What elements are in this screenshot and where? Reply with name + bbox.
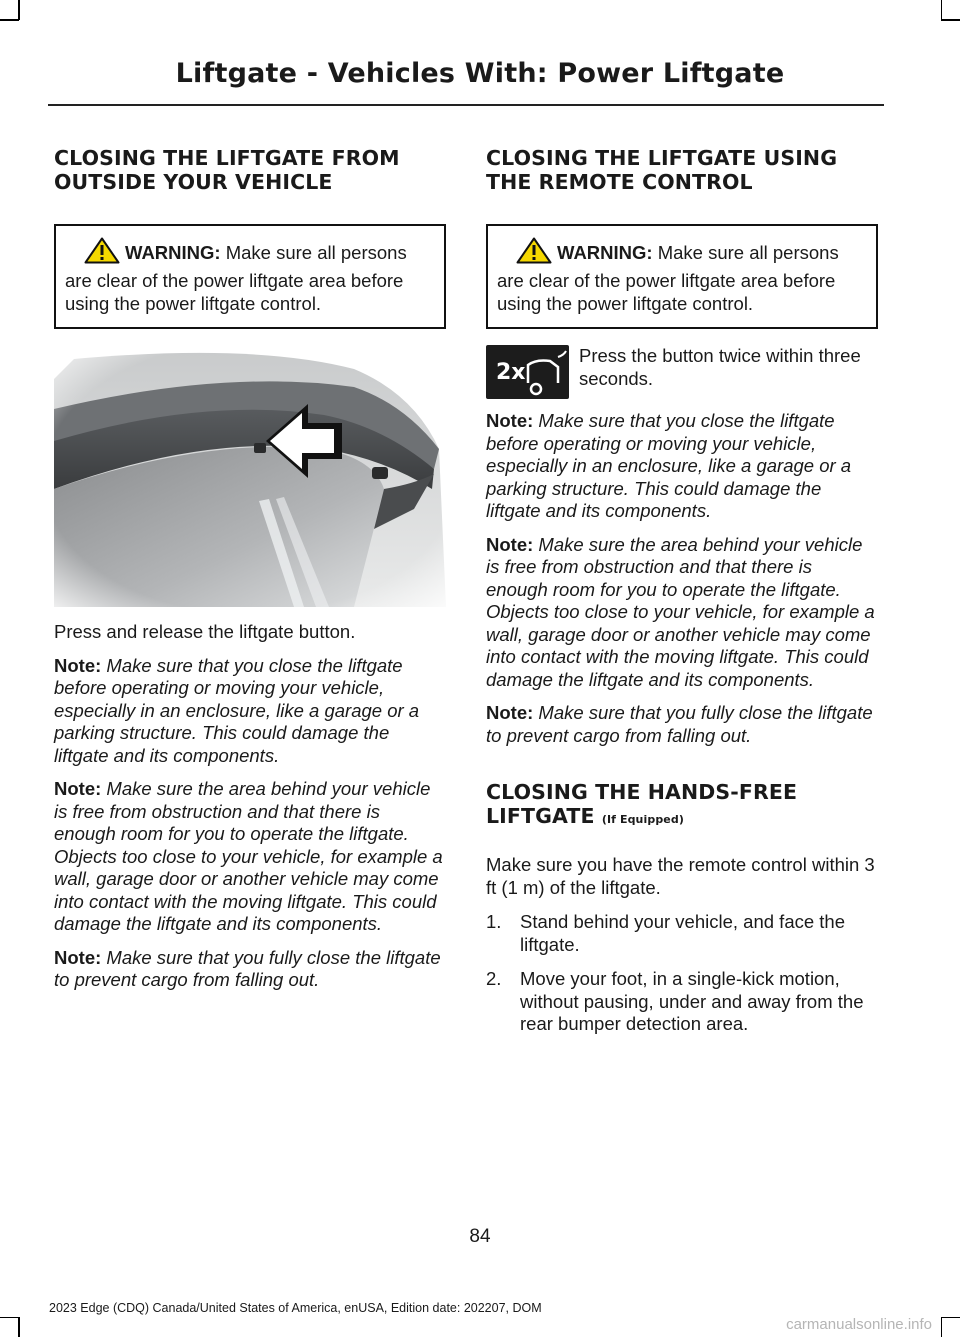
hands-free-intro: Make sure you have the remote control within 3 ft (1 m) of the liftgate. bbox=[486, 854, 875, 898]
crop-mark bbox=[941, 0, 943, 20]
list-item: 2. Move your foot, in a single-kick motion, without pausing, under and away from the rear bumper detection area. bbox=[486, 968, 864, 1034]
crop-mark bbox=[941, 19, 960, 21]
page-header-title: Liftgate - Vehicles With: Power Liftgate bbox=[175, 58, 785, 89]
warning-box bbox=[486, 224, 878, 329]
note-area-clear: Note: Make sure the area behind your vehicle is free from obstruction and that there is enough room for you to operate the liftgate. Objects too close to your vehicle, for example a wall, garage door or another vehicle may come into contact with the moving liftgate. This could damage the liftgate and its components. bbox=[486, 533, 875, 690]
crop-mark bbox=[941, 1317, 960, 1319]
warning-text: Make sure all persons are clear of the power liftgate area before using the power liftgate control. bbox=[65, 242, 407, 314]
remote-icon-label: 2x bbox=[496, 360, 526, 385]
equipment-qualifier: (If Equipped) bbox=[601, 813, 684, 826]
crop-mark bbox=[0, 1317, 19, 1319]
section-heading-hands-free: CLOSING THE HANDS-FREE LIFTGATE (If Equipped) bbox=[486, 780, 798, 828]
note-close-before-moving: Note: Make sure that you close the liftgate before operating or moving your vehicle, especially in an enclosure, like a garage or a parking structure. This could damage the liftgate and its components. bbox=[54, 654, 420, 766]
list-item: 1. Stand behind your vehicle, and face the liftgate. bbox=[486, 911, 846, 955]
instruction-text: Press and release the liftgate button. bbox=[54, 621, 356, 642]
watermark: carmanualsonline.info bbox=[786, 1316, 932, 1333]
section-heading-outside: CLOSING THE LIFTGATE FROM OUTSIDE YOUR VEHICLE bbox=[54, 146, 400, 194]
note-area-clear: Note: Make sure the area behind your vehicle is free from obstruction and that there is enough room for you to operate the liftgate. Objects too close to your vehicle, for example a wall, garage door or another vehicle may come into contact with the moving liftgate. This could damage the liftgate and its components. bbox=[54, 778, 443, 934]
crop-mark bbox=[941, 1317, 943, 1337]
warning-label: WARNING: bbox=[125, 242, 221, 263]
warning-triangle-icon bbox=[516, 237, 552, 269]
note-close-before-moving: Note: Make sure that you close the liftgate before operating or moving your vehicle, especially in an enclosure, like a garage or a parking structure. This could damage the liftgate and its components. bbox=[486, 410, 852, 521]
header-divider bbox=[48, 104, 884, 106]
note-fully-close: Note: Make sure that you fully close the liftgate to prevent cargo from falling out. bbox=[54, 946, 441, 990]
liftgate-button-illustration bbox=[54, 349, 446, 607]
crop-mark bbox=[0, 19, 19, 21]
left-column bbox=[54, 146, 446, 992]
crop-mark bbox=[18, 1317, 20, 1337]
remote-liftgate-2x-icon bbox=[486, 345, 569, 399]
warning-text: Make sure all persons are clear of the power liftgate area before using the power liftgate control. bbox=[497, 242, 839, 314]
hands-free-steps bbox=[486, 911, 878, 1036]
crop-mark bbox=[18, 0, 20, 20]
remote-instruction-row bbox=[486, 345, 878, 399]
right-column bbox=[486, 146, 878, 1036]
note-fully-close: Note: Make sure that you fully close the liftgate to prevent cargo from falling out. bbox=[486, 702, 873, 746]
warning-triangle-icon bbox=[84, 237, 120, 269]
remote-instruction-text: Press the button twice within three seconds. bbox=[579, 345, 861, 389]
warning-box bbox=[54, 224, 446, 329]
warning-label: WARNING: bbox=[557, 242, 653, 263]
section-heading-remote: CLOSING THE LIFTGATE USING THE REMOTE CONTROL bbox=[486, 146, 838, 194]
footer-edition-info: 2023 Edge (CDQ) Canada/United States of America, enUSA, Edition date: 202207, DOM bbox=[49, 1301, 542, 1315]
page-number: 84 bbox=[469, 1226, 491, 1247]
